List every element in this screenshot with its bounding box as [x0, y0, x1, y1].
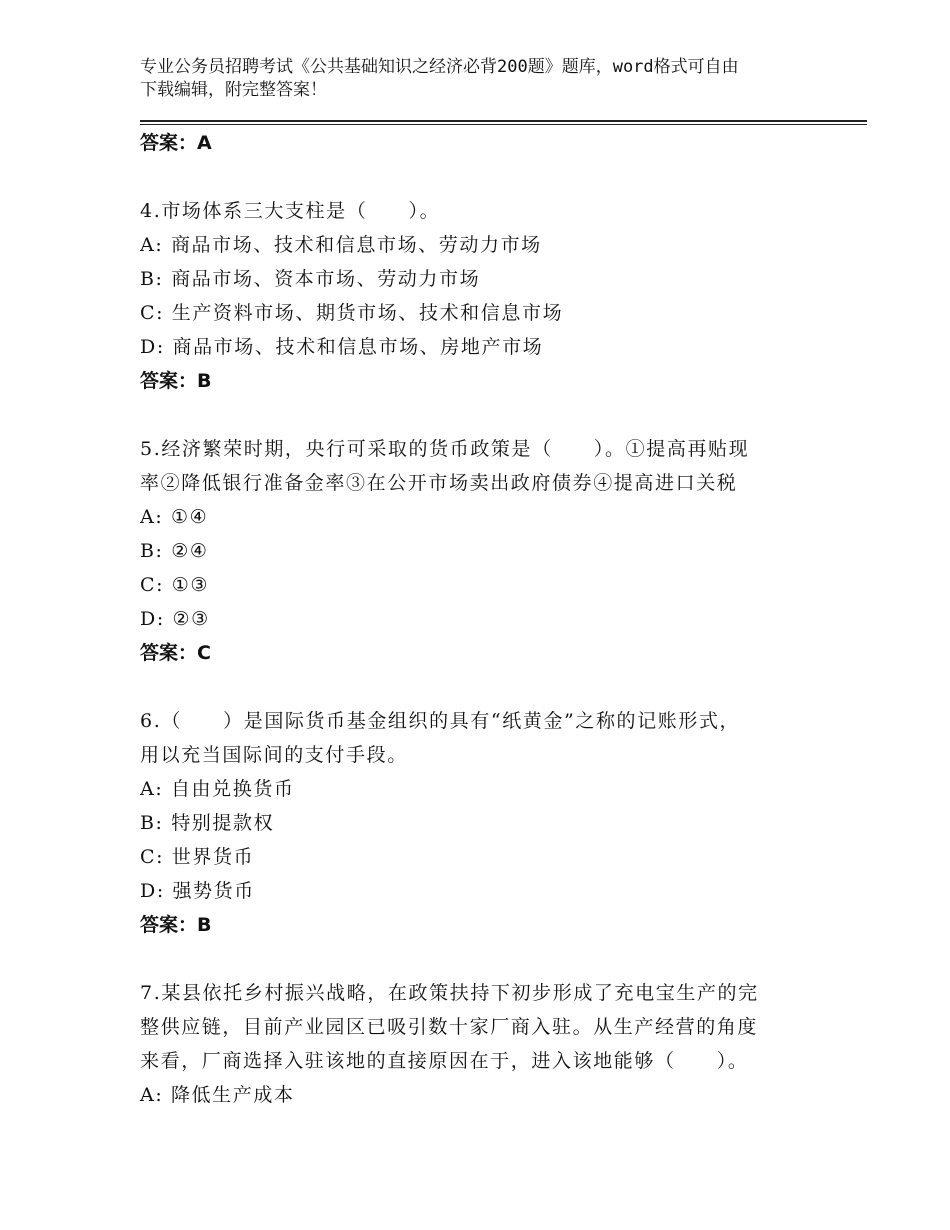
- option-c: C: 生产资料市场、期货市场、技术和信息市场: [140, 302, 564, 324]
- spacer: [140, 398, 840, 432]
- option-d: D: 商品市场、技术和信息市场、房地产市场: [140, 336, 544, 358]
- option-d: D: ②③: [140, 608, 210, 630]
- option-b: B: ②④: [140, 540, 209, 562]
- spacer: [140, 942, 840, 976]
- question-stem: [140, 704, 840, 772]
- question-stem-line: 来看，厂商选择入驻该地的直接原因在于，进入该地能够（ ）。: [140, 1050, 749, 1072]
- option-a: A: 降低生产成本: [140, 1084, 295, 1106]
- answer-line: 答案：A: [140, 132, 212, 154]
- question-7: [140, 976, 840, 1112]
- header-line-1: 专业公务员招聘考试《公共基础知识之经济必背200题》题库，word格式可自由: [140, 57, 739, 77]
- answer-line: 答案：C: [140, 642, 211, 664]
- document-header: [140, 56, 820, 102]
- answer-line: 答案：B: [140, 370, 212, 392]
- spacer: [140, 160, 840, 194]
- header-divider-thick: [140, 120, 867, 122]
- question-stem: [140, 432, 840, 500]
- option-a: A: 商品市场、技术和信息市场、劳动力市场: [140, 234, 542, 256]
- question-stem-line: 率②降低银行准备金率③在公开市场卖出政府债券④提高进口关税: [140, 472, 738, 494]
- question-stem-line: 4.市场体系三大支柱是（ ）。: [140, 200, 441, 222]
- header-divider-thin: [140, 124, 867, 125]
- option-a: A: 自由兑换货币: [140, 778, 295, 800]
- question-list: [140, 126, 840, 1112]
- question-stem: [140, 194, 840, 228]
- question-stem-line: 用以充当国际间的支付手段。: [140, 744, 408, 766]
- option-c: C: ①③: [140, 574, 210, 596]
- spacer: [140, 670, 840, 704]
- question-stem-line: 5.经济繁荣时期，央行可采取的货币政策是（ ）。①提高再贴现: [140, 438, 750, 460]
- question-6: [140, 704, 840, 942]
- question-stem-line: 6.（ ）是国际货币基金组织的具有“纸黄金”之称的记账形式，: [140, 710, 741, 732]
- question-stem-line: 整供应链，目前产业园区已吸引数十家厂商入驻。从生产经营的角度: [140, 1016, 759, 1038]
- option-b: B: 商品市场、资本市场、劳动力市场: [140, 268, 481, 290]
- option-d: D: 强势货币: [140, 880, 255, 902]
- question-5: [140, 432, 840, 670]
- option-b: B: 特别提款权: [140, 812, 275, 834]
- question-4: [140, 194, 840, 398]
- option-a: A: ①④: [140, 506, 209, 528]
- header-line-2: 下载编辑，附完整答案！: [140, 80, 327, 100]
- question-stem-line: 7.某县依托乡村振兴战略，在政策扶持下初步形成了充电宝生产的完: [140, 982, 759, 1004]
- question-stem: [140, 976, 840, 1078]
- answer-line: 答案：B: [140, 914, 212, 936]
- option-c: C: 世界货币: [140, 846, 255, 868]
